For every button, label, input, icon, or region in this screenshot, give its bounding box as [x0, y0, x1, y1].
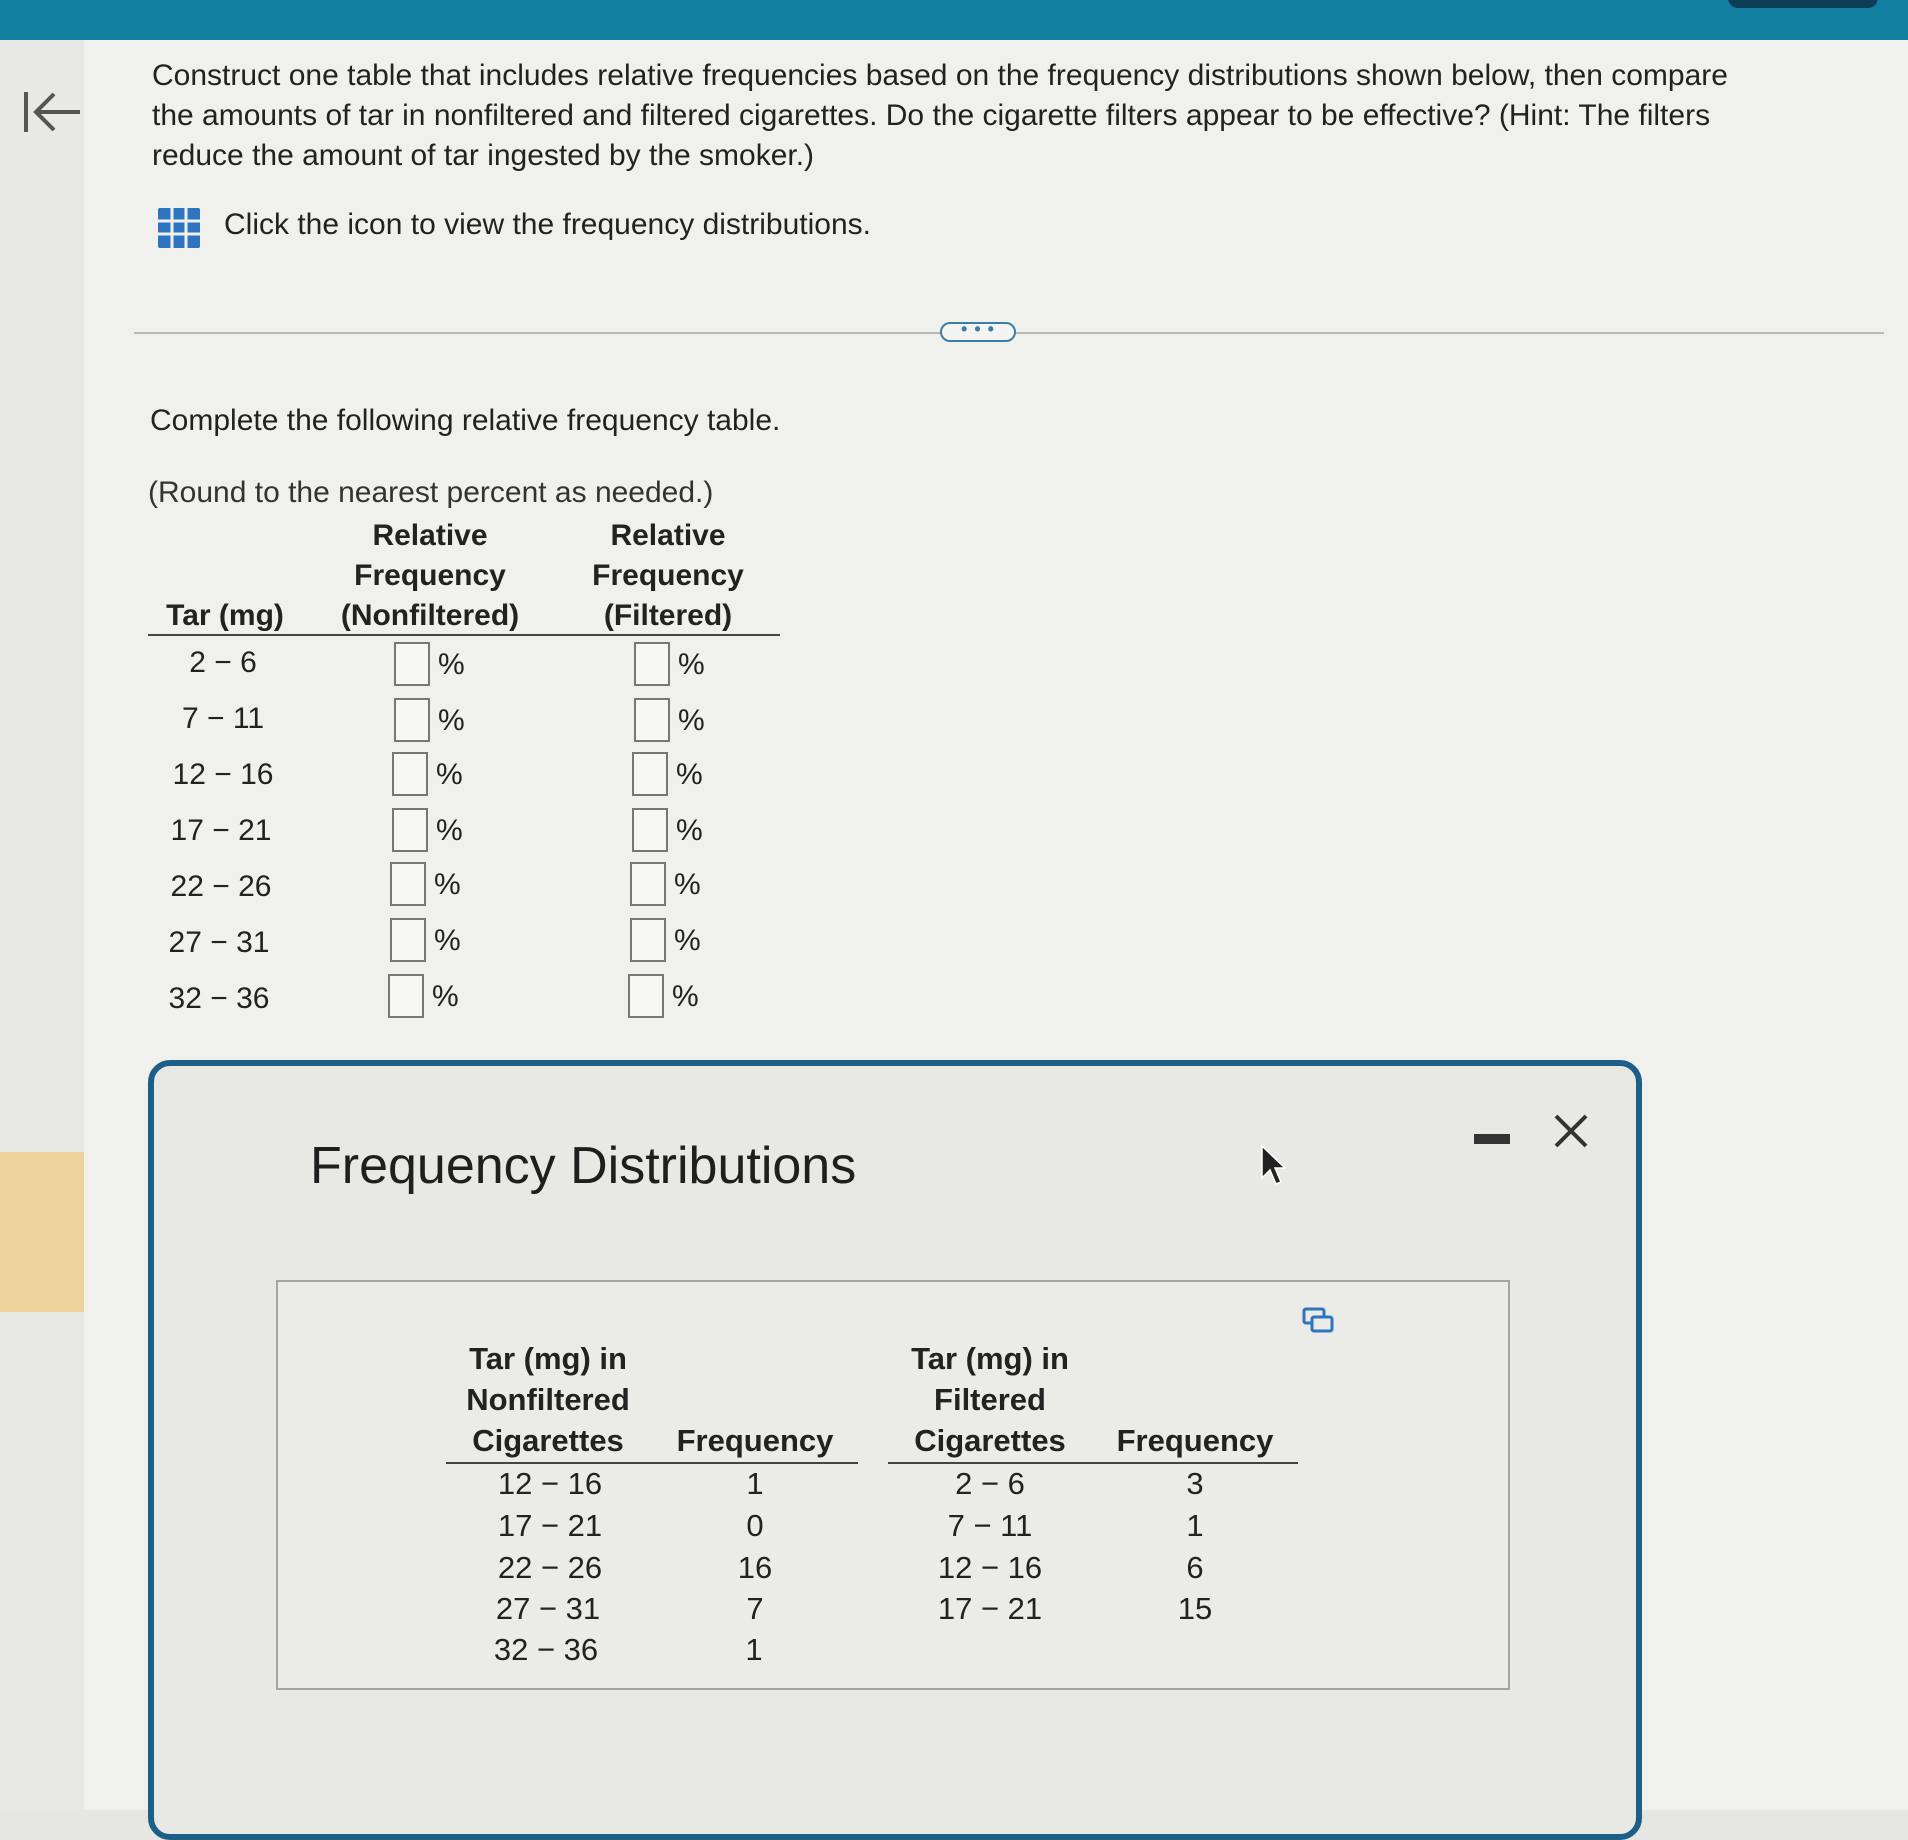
- filtered-range: 7 − 11: [947, 1508, 1033, 1543]
- row-label: 7 − 11: [181, 702, 265, 735]
- nonfiltered-range-header: [448, 1338, 648, 1461]
- row-label: 27 − 31: [168, 926, 270, 959]
- filtered-range: 2 − 6: [955, 1466, 1025, 1501]
- minimize-icon[interactable]: [1474, 1134, 1510, 1144]
- nonfiltered-input[interactable]: [394, 642, 430, 686]
- nonfiltered-frequency-header: Frequency: [676, 1423, 834, 1458]
- header-line: Cigarettes: [472, 1423, 624, 1458]
- col-header-line: Relative: [372, 519, 488, 552]
- question-text: [152, 56, 1852, 176]
- row-label: 17 − 21: [170, 814, 272, 847]
- filtered-input[interactable]: [634, 642, 670, 686]
- col-header-line: Frequency: [354, 559, 506, 592]
- col-header-line: (Nonfiltered): [340, 599, 520, 632]
- col-header-line: (Filtered): [603, 599, 733, 632]
- percent-sign: %: [672, 980, 699, 1013]
- percent-sign: %: [436, 758, 463, 791]
- filtered-input[interactable]: [634, 698, 670, 742]
- nonfiltered-input[interactable]: [390, 862, 426, 906]
- nonfiltered-frequency: 1: [745, 1632, 763, 1667]
- table-grid-icon[interactable]: [157, 207, 201, 249]
- more-button[interactable]: • • •: [940, 322, 1016, 342]
- filtered-frequency: 15: [1177, 1591, 1213, 1626]
- filtered-input[interactable]: [630, 918, 666, 962]
- percent-sign: %: [438, 704, 465, 737]
- filtered-header-underline: [888, 1462, 1298, 1464]
- copy-icon[interactable]: [1302, 1306, 1334, 1334]
- question-line-1: Construct one table that includes relative frequencies based on the frequency distributions shown below, then compare: [152, 59, 1728, 92]
- percent-sign: %: [676, 758, 703, 791]
- instruction-text: Complete the following relative frequency table.: [150, 404, 781, 437]
- percent-sign: %: [674, 924, 701, 957]
- nonfiltered-range: 27 − 31: [495, 1591, 601, 1626]
- percent-sign: %: [676, 814, 703, 847]
- nonfiltered-range: 32 − 36: [493, 1632, 599, 1667]
- filtered-range: 12 − 16: [937, 1550, 1043, 1585]
- filtered-input[interactable]: [628, 974, 664, 1018]
- percent-sign: %: [434, 868, 461, 901]
- top-header-bar: [0, 0, 1908, 40]
- nonfiltered-input[interactable]: [392, 752, 428, 796]
- filtered-frequency: 3: [1186, 1466, 1204, 1501]
- percent-sign: %: [436, 814, 463, 847]
- question-line-3: reduce the amount of tar ingested by the smoker.): [152, 139, 815, 172]
- col-header-nonfiltered: [330, 516, 530, 636]
- header-underline: [148, 634, 780, 636]
- nonfiltered-frequency: 16: [737, 1550, 773, 1585]
- header-line: Filtered: [934, 1382, 1046, 1417]
- percent-sign: %: [678, 704, 705, 737]
- percent-sign: %: [432, 980, 459, 1013]
- question-line-2: the amounts of tar in nonfiltered and filtered cigarettes. Do the cigarette filters appear to be effective? (Hint: The filters: [152, 99, 1711, 132]
- nonfiltered-range: 12 − 16: [497, 1466, 603, 1501]
- row-label: 2 − 6: [189, 646, 257, 679]
- nonfiltered-input[interactable]: [392, 808, 428, 852]
- filtered-range: 17 − 21: [937, 1591, 1043, 1626]
- row-label: 22 − 26: [170, 870, 272, 903]
- header-line: Nonfiltered: [466, 1382, 630, 1417]
- dialog-title: Frequency Distributions: [310, 1137, 857, 1195]
- filtered-range-header: [890, 1338, 1090, 1461]
- percent-sign: %: [438, 648, 465, 681]
- header-line: Cigarettes: [914, 1423, 1066, 1458]
- nonfiltered-frequency: 1: [746, 1466, 764, 1501]
- nonfiltered-frequency: 7: [746, 1591, 764, 1626]
- filtered-input[interactable]: [632, 808, 668, 852]
- nonfiltered-input[interactable]: [388, 974, 424, 1018]
- nonfiltered-header-underline: [446, 1462, 858, 1464]
- view-distributions-text: Click the icon to view the frequency distributions.: [224, 208, 871, 241]
- filtered-input[interactable]: [632, 752, 668, 796]
- mouse-cursor-icon: [1258, 1144, 1286, 1188]
- header-pill[interactable]: [1728, 0, 1878, 8]
- nonfiltered-range: 17 − 21: [497, 1508, 603, 1543]
- col-header-line: Relative: [610, 519, 726, 552]
- col-header-tar: Tar (mg): [166, 599, 284, 632]
- header-line: Tar (mg) in: [911, 1341, 1069, 1376]
- nonfiltered-input[interactable]: [390, 918, 426, 962]
- nonfiltered-input[interactable]: [394, 698, 430, 742]
- rounding-note: (Round to the nearest percent as needed.): [148, 476, 714, 509]
- nonfiltered-frequency: 0: [746, 1508, 764, 1543]
- filtered-frequency-header: Frequency: [1116, 1423, 1274, 1458]
- row-label: 12 − 16: [172, 758, 274, 791]
- collapse-left-icon[interactable]: [22, 82, 84, 142]
- percent-sign: %: [674, 868, 701, 901]
- filtered-input[interactable]: [630, 862, 666, 906]
- close-icon[interactable]: [1550, 1110, 1592, 1152]
- filtered-frequency: 6: [1186, 1550, 1204, 1585]
- col-header-line: Frequency: [592, 559, 744, 592]
- header-line: Tar (mg) in: [469, 1341, 627, 1376]
- left-rail: [0, 40, 85, 1810]
- nonfiltered-range: 22 − 26: [497, 1550, 603, 1585]
- col-header-filtered: [568, 516, 768, 636]
- percent-sign: %: [678, 648, 705, 681]
- rail-accent: [0, 1152, 92, 1312]
- row-label: 32 − 36: [168, 982, 270, 1015]
- filtered-frequency: 1: [1186, 1508, 1204, 1543]
- percent-sign: %: [434, 924, 461, 957]
